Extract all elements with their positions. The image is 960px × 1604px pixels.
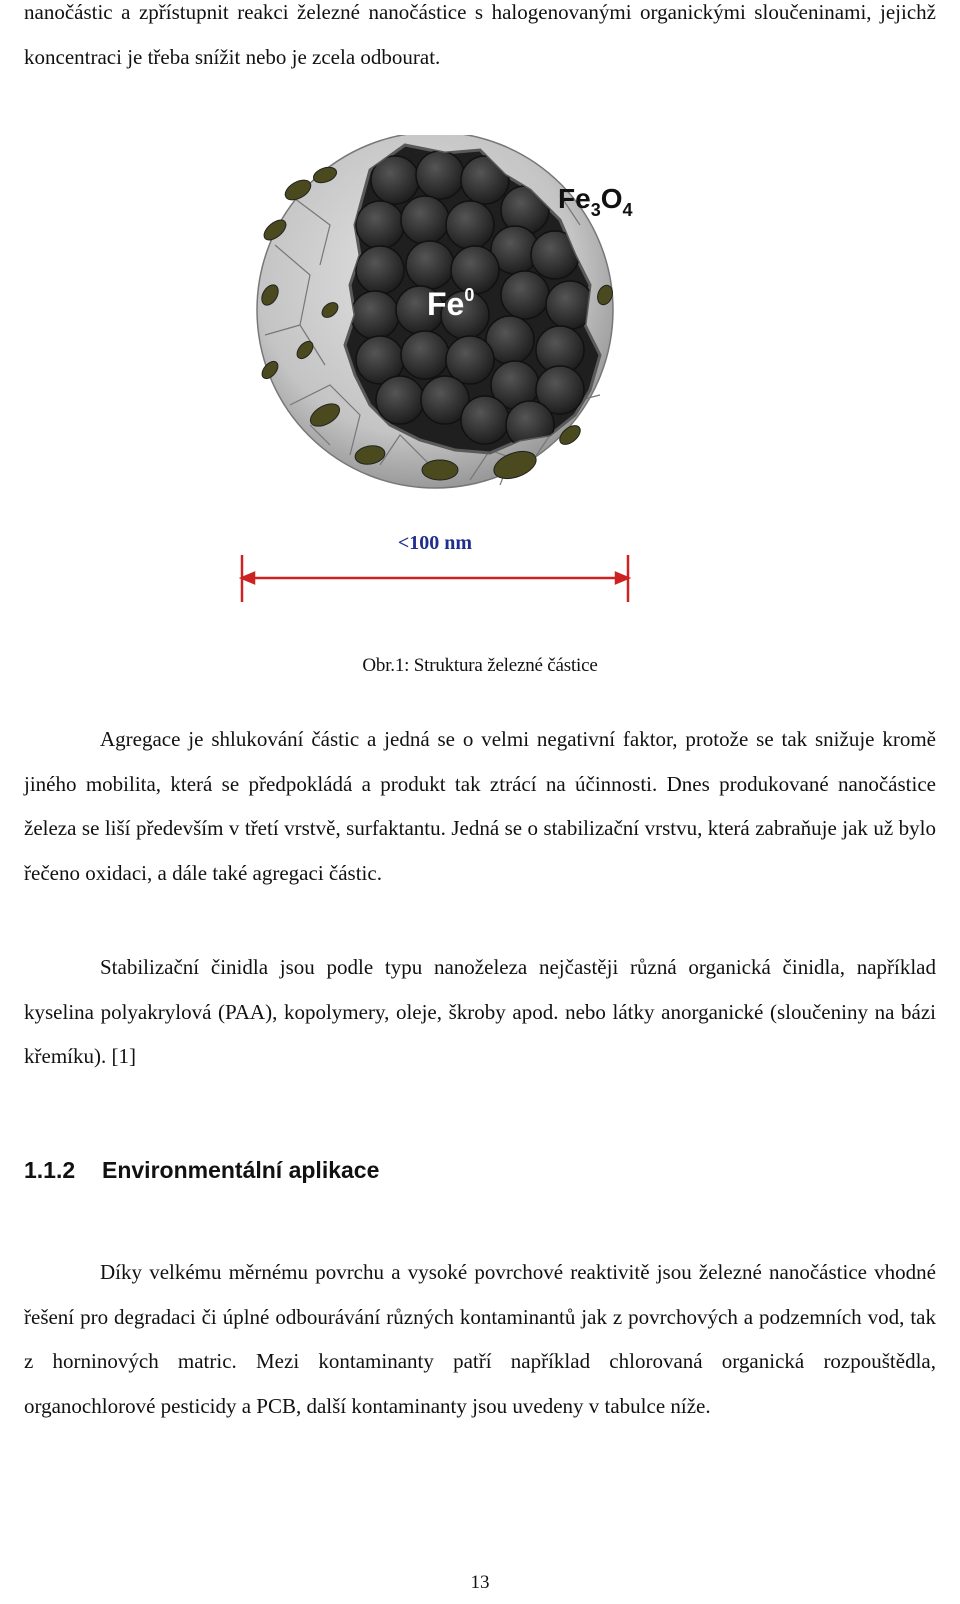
section-heading [24,1157,379,1184]
paragraph-stabilizacni: Stabilizační činidla jsou podle typu nanoželeza nejčastěji různá organická činidla, například kyselina polyakrylová (PAA), kopolymery, oleje, škroby apod. nebo látky anorganické (sloučeniny na bázi křemíku). [1] [24,955,936,1068]
scale-bar [242,555,628,602]
core-label-fe: Fe [427,286,465,322]
page-number: 13 [470,1572,490,1593]
shell-label-o: O [600,183,623,214]
core-label-sup: 0 [464,285,475,305]
section-title: Environmentální aplikace [102,1157,380,1183]
figure-caption: Obr.1: Struktura železné částice [362,655,598,676]
shell-label-fe: Fe [558,183,591,214]
shell-label-sub2: 4 [622,200,633,220]
shell-label-sub1: 3 [590,200,601,220]
nanoparticle-figure [230,135,660,615]
paragraph-continued: nanočástic a zpřístupnit reakci železné nanočástice s halogenovanými organickými sloučeninami, jejichž koncentraci je třeba snížit nebo je zcela odbourat. [24,0,936,69]
paragraph-environmental: Díky velkému měrnému povrchu a vysoké povrchové reaktivitě jsou železné nanočástice vhodné řešení pro degradaci či úplné odbourávání různých kontaminantů jak z povrchových a podzemních vod, tak z horninových matric. Mezi kontaminanty patří například chlorovaná organická rozpouštědla, organochlorové pesticidy a PCB, další kontaminanty jsou uvedeny v tabulce níže. [24,1260,936,1418]
paragraph-agregace: Agregace je shlukování částic a jedná se o velmi negativní faktor, protože se tak snižuje kromě jiného mobilita, která se předpokládá a produkt tak ztrácí na účinnosti. Dnes produkované nanočástice železa se liší především v třetí vrstvě, surfaktantu. Jedná se o stabilizační vrstvu, která zabraňuje jak už bylo řečeno oxidaci, a dále také agregaci částic. [24,727,936,885]
scale-label: <100 nm [397,532,473,554]
section-number: 1.1.2 [24,1157,76,1183]
